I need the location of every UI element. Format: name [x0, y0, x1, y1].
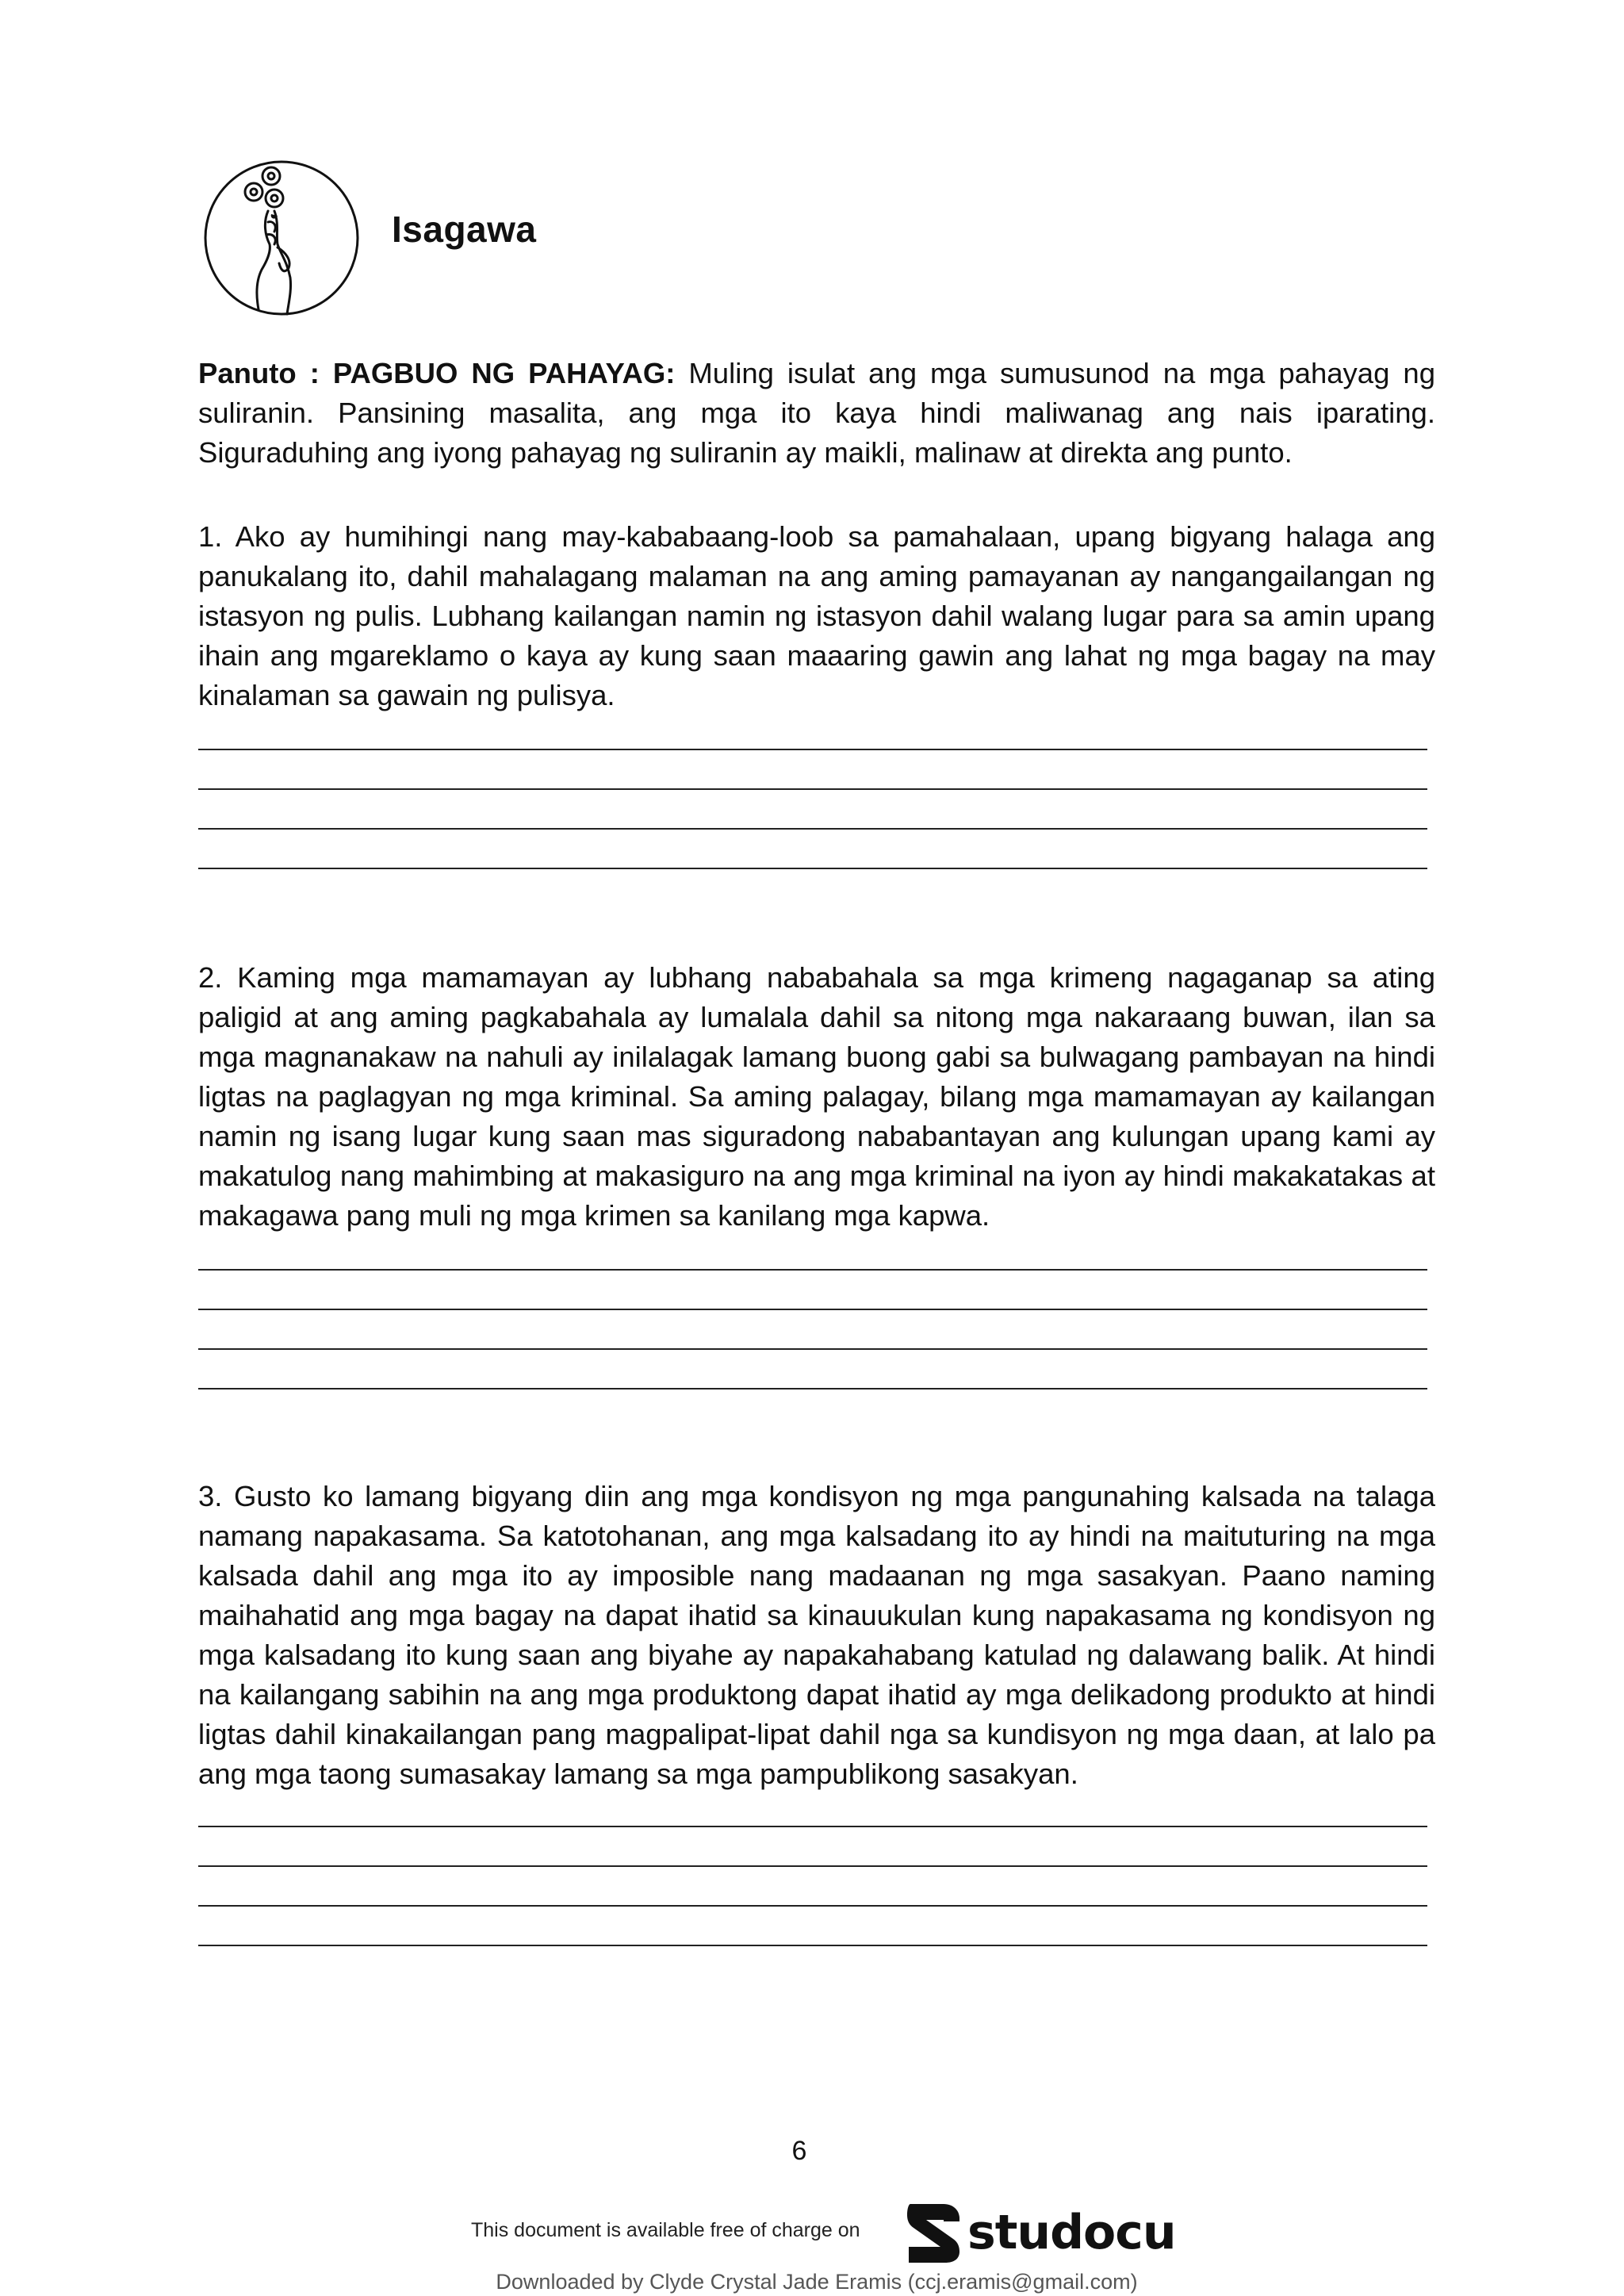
answer-lines-1[interactable]	[198, 749, 1427, 907]
instructions-label: Panuto : PAGBUO NG PAHAYAG:	[198, 357, 676, 389]
answer-line[interactable]	[198, 1269, 1427, 1271]
studocu-wordmark: studocu	[967, 2205, 1176, 2260]
answer-line[interactable]	[198, 868, 1427, 869]
item-1	[198, 517, 1435, 715]
answer-line[interactable]	[198, 1348, 1427, 1350]
page-number: 6	[791, 2136, 807, 2166]
answer-line[interactable]	[198, 788, 1427, 790]
item-2	[198, 958, 1435, 1236]
answer-line[interactable]	[198, 749, 1427, 750]
answer-line[interactable]	[198, 1865, 1427, 1867]
answer-line[interactable]	[198, 828, 1427, 830]
instructions	[198, 354, 1435, 473]
section-title: Isagawa	[392, 209, 537, 250]
answer-line[interactable]	[198, 1309, 1427, 1310]
studocu-brand[interactable]	[904, 2199, 1176, 2266]
instructions-text: Muling isulat ang mga sumusunod na mga pahayag ng suliranin. Pansining masalita, ang mga ito kaya hindi maliwanag ang nais iparating. Siguraduhing ang iyong pahayag ng suliranin ay maikli, malinaw at direkta ang punto.	[198, 357, 1435, 469]
answer-lines-3[interactable]	[198, 1826, 1427, 1984]
hand-with-gears-icon	[198, 159, 369, 317]
footer-downloaded-by: Downloaded by Clyde Crystal Jade Eramis (ccj.eramis@gmail.com)	[496, 2270, 1138, 2294]
answer-lines-2[interactable]	[198, 1269, 1427, 1428]
answer-line[interactable]	[198, 1905, 1427, 1907]
answer-line[interactable]	[198, 1945, 1427, 1946]
item-2-text: 2. Kaming mga mamamayan ay lubhang nababahala sa mga krimeng nagaganap sa ating paligid at ang aming pagkabahala ay lumalala dahil sa nitong mga nakaraang buwan, ilan sa mga magnanakaw na nahuli ay inilalagak lamang buong gabi sa bulwagang pambayan na hindi ligtas na paglagyan ng mga kriminal. Sa aming palagay, bilang mga mamamayan ay kailangan namin ng isang lugar kung saan mas siguradong nababantayan ang kulungan upang kami ay makatulog nang mahimbing at makasiguro na ang mga kriminal na iyon ay hindi makakatakas at makagawa pang muli ng mga krimen sa kanilang mga kapwa.	[198, 961, 1435, 1232]
item-3-text: 3. Gusto ko lamang bigyang diin ang mga kondisyon ng mga pangunahing kalsada na talaga namang napakasama. Sa katotohanan, ang mga kalsadang ito ay hindi na maituturing na mga kalsada dahil ang mga ito ay imposible nang madaanan ng mga sasakyan. Paano naming maihahatid ang mga bagay na dapat ihatid sa kinauukulan kung napakasama ng kondisyon ng mga kalsadang ito kung saan ang biyahe ay napakahabang katulad ng dalawang balik. At hindi na kailangang sabihin na ang mga produktong dapat ihatid ay mga delikadong produkto at hindi ligtas dahil kinakailangan pang magpalipat-lipat dahil nga sa kundisyon ng mga daan, at lalo pa ang mga taong sumasakay lamang sa mga pampublikong sasakyan.	[198, 1480, 1435, 1790]
answer-line[interactable]	[198, 1388, 1427, 1389]
footer-available-text: This document is available free of charge on	[471, 2219, 860, 2241]
answer-line[interactable]	[198, 1826, 1427, 1827]
item-3	[198, 1477, 1435, 1794]
item-1-text: 1. Ako ay humihingi nang may-kababaang-loob sa pamahalaan, upang bigyang halaga ang panukalang ito, dahil mahalagang malaman na ang aming pamayanan ay nangangailangan ng istasyon ng pulis. Lubhang kailangan namin ng istasyon dahil walang lugar para sa amin upang ihain ang mgareklamo o kaya ay kung saan maaaring gawin ang lahat ng mga bagay na may kinalaman sa gawain ng pulisya.	[198, 520, 1435, 711]
studocu-logo-icon	[904, 2199, 963, 2266]
